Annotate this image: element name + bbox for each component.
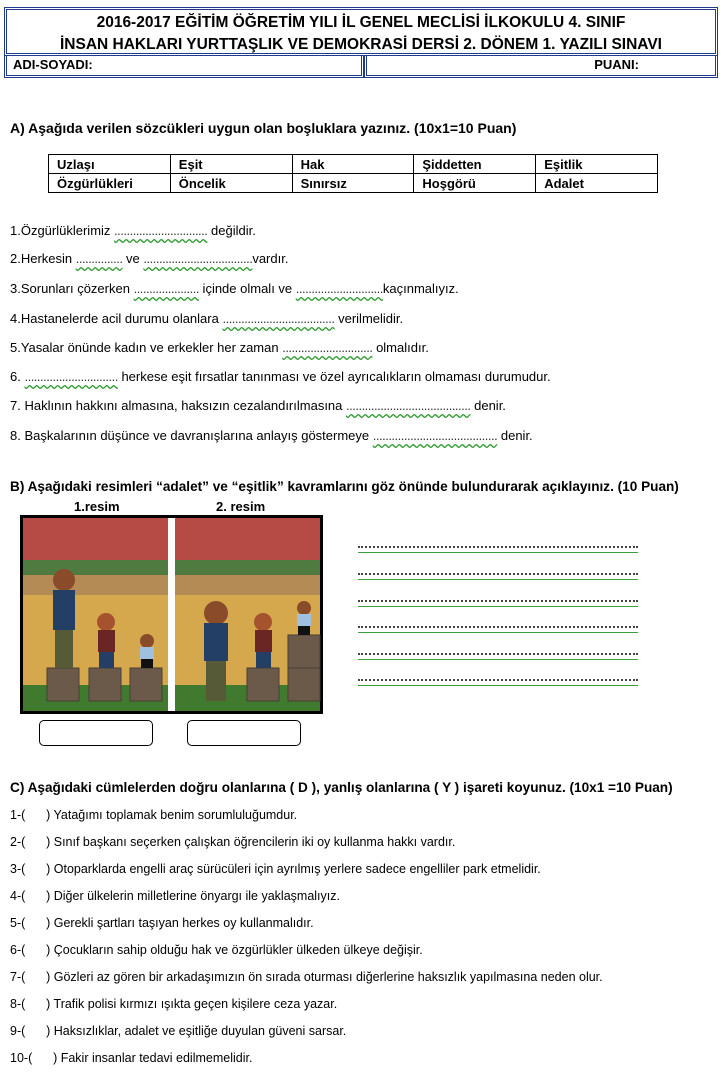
word-bank-row	[49, 155, 658, 174]
section-a-title: A) Aşağıda verilen sözcükleri uygun olan boşluklara yazınız. (10x1=10 Puan)	[10, 120, 517, 136]
true-false-item[interactable]: 3-( ) Otoparklarda engelli araç sürücüleri için ayrılmış yerlere sadece engelliler park etmelidir.	[10, 862, 541, 876]
sentence-text: denir.	[497, 428, 533, 443]
sentence-text: kaçınmalıyız.	[382, 281, 459, 296]
blank-field[interactable]: ..............................	[114, 223, 208, 238]
word-bank-cell: Sınırsız	[292, 174, 414, 193]
true-false-item[interactable]: 1-( ) Yatağımı toplamak benim sorumluluğumdur.	[10, 808, 298, 822]
name-score-row	[4, 56, 718, 78]
word-bank-cell: Uzlaşı	[49, 155, 171, 174]
picture1-label: 1.resim	[74, 499, 120, 514]
true-false-item[interactable]: 4-( ) Diğer ülkelerin milletlerine önyargı ile yaklaşmalıyız.	[10, 889, 340, 903]
blank-field[interactable]: .............................	[282, 340, 373, 355]
true-false-item[interactable]: 10-( ) Fakir insanlar tedavi edilmemelidir.	[10, 1051, 253, 1065]
score-label: PUANI:	[594, 57, 639, 72]
sentence-text: vardır.	[252, 251, 289, 266]
score-field[interactable]	[364, 56, 718, 78]
blank-field[interactable]: ............................	[295, 281, 383, 296]
equality-equity-illustration	[20, 515, 323, 714]
answer-line[interactable]	[358, 573, 638, 580]
blank-field[interactable]: ..............................	[24, 369, 118, 384]
true-false-item[interactable]: 7-( ) Gözleri az gören bir arkadaşımızın ön sırada oturması diğerlerine haksızlık yapılmasına neden olur.	[10, 970, 603, 984]
word-bank-cell: Eşitlik	[536, 155, 658, 174]
picture2-answer-box[interactable]	[187, 720, 301, 746]
tall-child-1	[53, 569, 75, 668]
true-false-item[interactable]: 5-( ) Gerekli şartları taşıyan herkes oy kullanmalıdır.	[10, 916, 314, 930]
fill-in-sentence	[10, 398, 506, 413]
blank-field[interactable]: ...............	[75, 251, 123, 266]
small-child-2	[297, 601, 311, 635]
fill-in-sentence	[10, 311, 403, 326]
blank-field[interactable]: ........................................	[372, 428, 498, 443]
sentence-text: 1.Özgürlüklerimiz	[10, 223, 115, 238]
blank-field[interactable]: ...................................	[143, 251, 253, 266]
answer-line[interactable]	[358, 600, 638, 607]
blank-field[interactable]: ....................................	[222, 311, 335, 326]
header-line2: İNSAN HAKLARI YURTTAŞLIK VE DEMOKRASİ DERSİ 2. DÖNEM 1. YAZILI SINAVI	[60, 36, 662, 53]
word-bank-row	[49, 174, 658, 193]
sentence-text: olmalıdır.	[372, 340, 429, 355]
sentence-text: 6.	[10, 369, 25, 384]
word-bank-cell: Öncelik	[170, 174, 292, 193]
fill-in-sentence	[10, 428, 533, 443]
fill-in-sentence	[10, 369, 551, 384]
mid-child-2	[254, 613, 272, 668]
sentence-text: 4.Hastanelerde acil durumu olanlara	[10, 311, 223, 326]
fill-in-sentence	[10, 223, 256, 238]
sentence-text: denir.	[470, 398, 506, 413]
answer-line[interactable]	[358, 626, 638, 633]
sentence-text: 7. Haklının hakkını almasına, haksızın cezalandırılmasına	[10, 398, 347, 413]
blank-field[interactable]: .....................	[133, 281, 199, 296]
sentence-text: içinde olmalı ve	[198, 281, 296, 296]
sentence-text: 8. Başkalarının düşünce ve davranışlarına anlayış göstermeye	[10, 428, 373, 443]
sentence-text: herkese eşit fırsatlar tanınması ve özel ayrıcalıkların olmaması durumudur.	[117, 369, 551, 384]
picture1-answer-box[interactable]	[39, 720, 153, 746]
fill-in-sentence	[10, 340, 429, 355]
mid-child-1	[97, 613, 115, 668]
word-bank-cell: Şiddetten	[414, 155, 536, 174]
answer-line[interactable]	[358, 653, 638, 660]
answer-line[interactable]	[358, 679, 638, 686]
sentence-text: değildir.	[207, 223, 256, 238]
fill-in-sentence	[10, 251, 288, 266]
name-label: ADI-SOYADI:	[13, 57, 93, 72]
section-c-title: C) Aşağıdaki cümlelerden doğru olanlarına ( D ), yanlış olanlarına ( Y ) işareti koyunuz. (10x1 =10 Puan)	[10, 780, 673, 795]
header-line1: 2016-2017 EĞİTİM ÖĞRETİM YILI İL GENEL MECLİSİ İLKOKULU 4. SINIF	[96, 14, 626, 31]
word-bank-cell: Adalet	[536, 174, 658, 193]
sentence-text: verilmelidir.	[334, 311, 404, 326]
sentence-text: 3.Sorunları çözerken	[10, 281, 134, 296]
sentence-text: 2.Herkesin	[10, 251, 76, 266]
word-bank-cell: Hoşgörü	[414, 174, 536, 193]
true-false-item[interactable]: 8-( ) Trafik polisi kırmızı ışıkta geçen kişilere ceza yazar.	[10, 997, 338, 1011]
fill-in-sentence	[10, 281, 459, 296]
word-bank-cell: Hak	[292, 155, 414, 174]
exam-header	[4, 7, 718, 56]
blank-field[interactable]: ........................................	[346, 398, 471, 413]
name-field[interactable]	[4, 56, 364, 78]
true-false-item[interactable]: 9-( ) Haksızlıklar, adalet ve eşitliğe duyulan güveni sarsar.	[10, 1024, 347, 1038]
section-b-title: B) Aşağıdaki resimleri “adalet” ve “eşitlik” kavramlarını göz önünde bulundurarak açıklayınız. (10 Puan)	[10, 479, 679, 494]
picture2-label: 2. resim	[216, 499, 266, 514]
true-false-item[interactable]: 6-( ) Çocukların sahip olduğu hak ve özgürlükler ülkeden ülkeye değişir.	[10, 943, 423, 957]
true-false-item[interactable]: 2-( ) Sınıf başkanı seçerken çalışkan öğrencilerin iki oy kullanma hakkı vardır.	[10, 835, 456, 849]
sentence-text: ve	[122, 251, 144, 266]
tall-child-2	[204, 601, 228, 701]
word-bank-cell: Özgürlükleri	[49, 174, 171, 193]
small-child-1	[140, 634, 154, 668]
word-bank-cell: Eşit	[170, 155, 292, 174]
answer-line[interactable]	[358, 546, 638, 553]
sentence-text: 5.Yasalar önünde kadın ve erkekler her zaman	[10, 340, 283, 355]
word-bank-table	[48, 154, 658, 193]
